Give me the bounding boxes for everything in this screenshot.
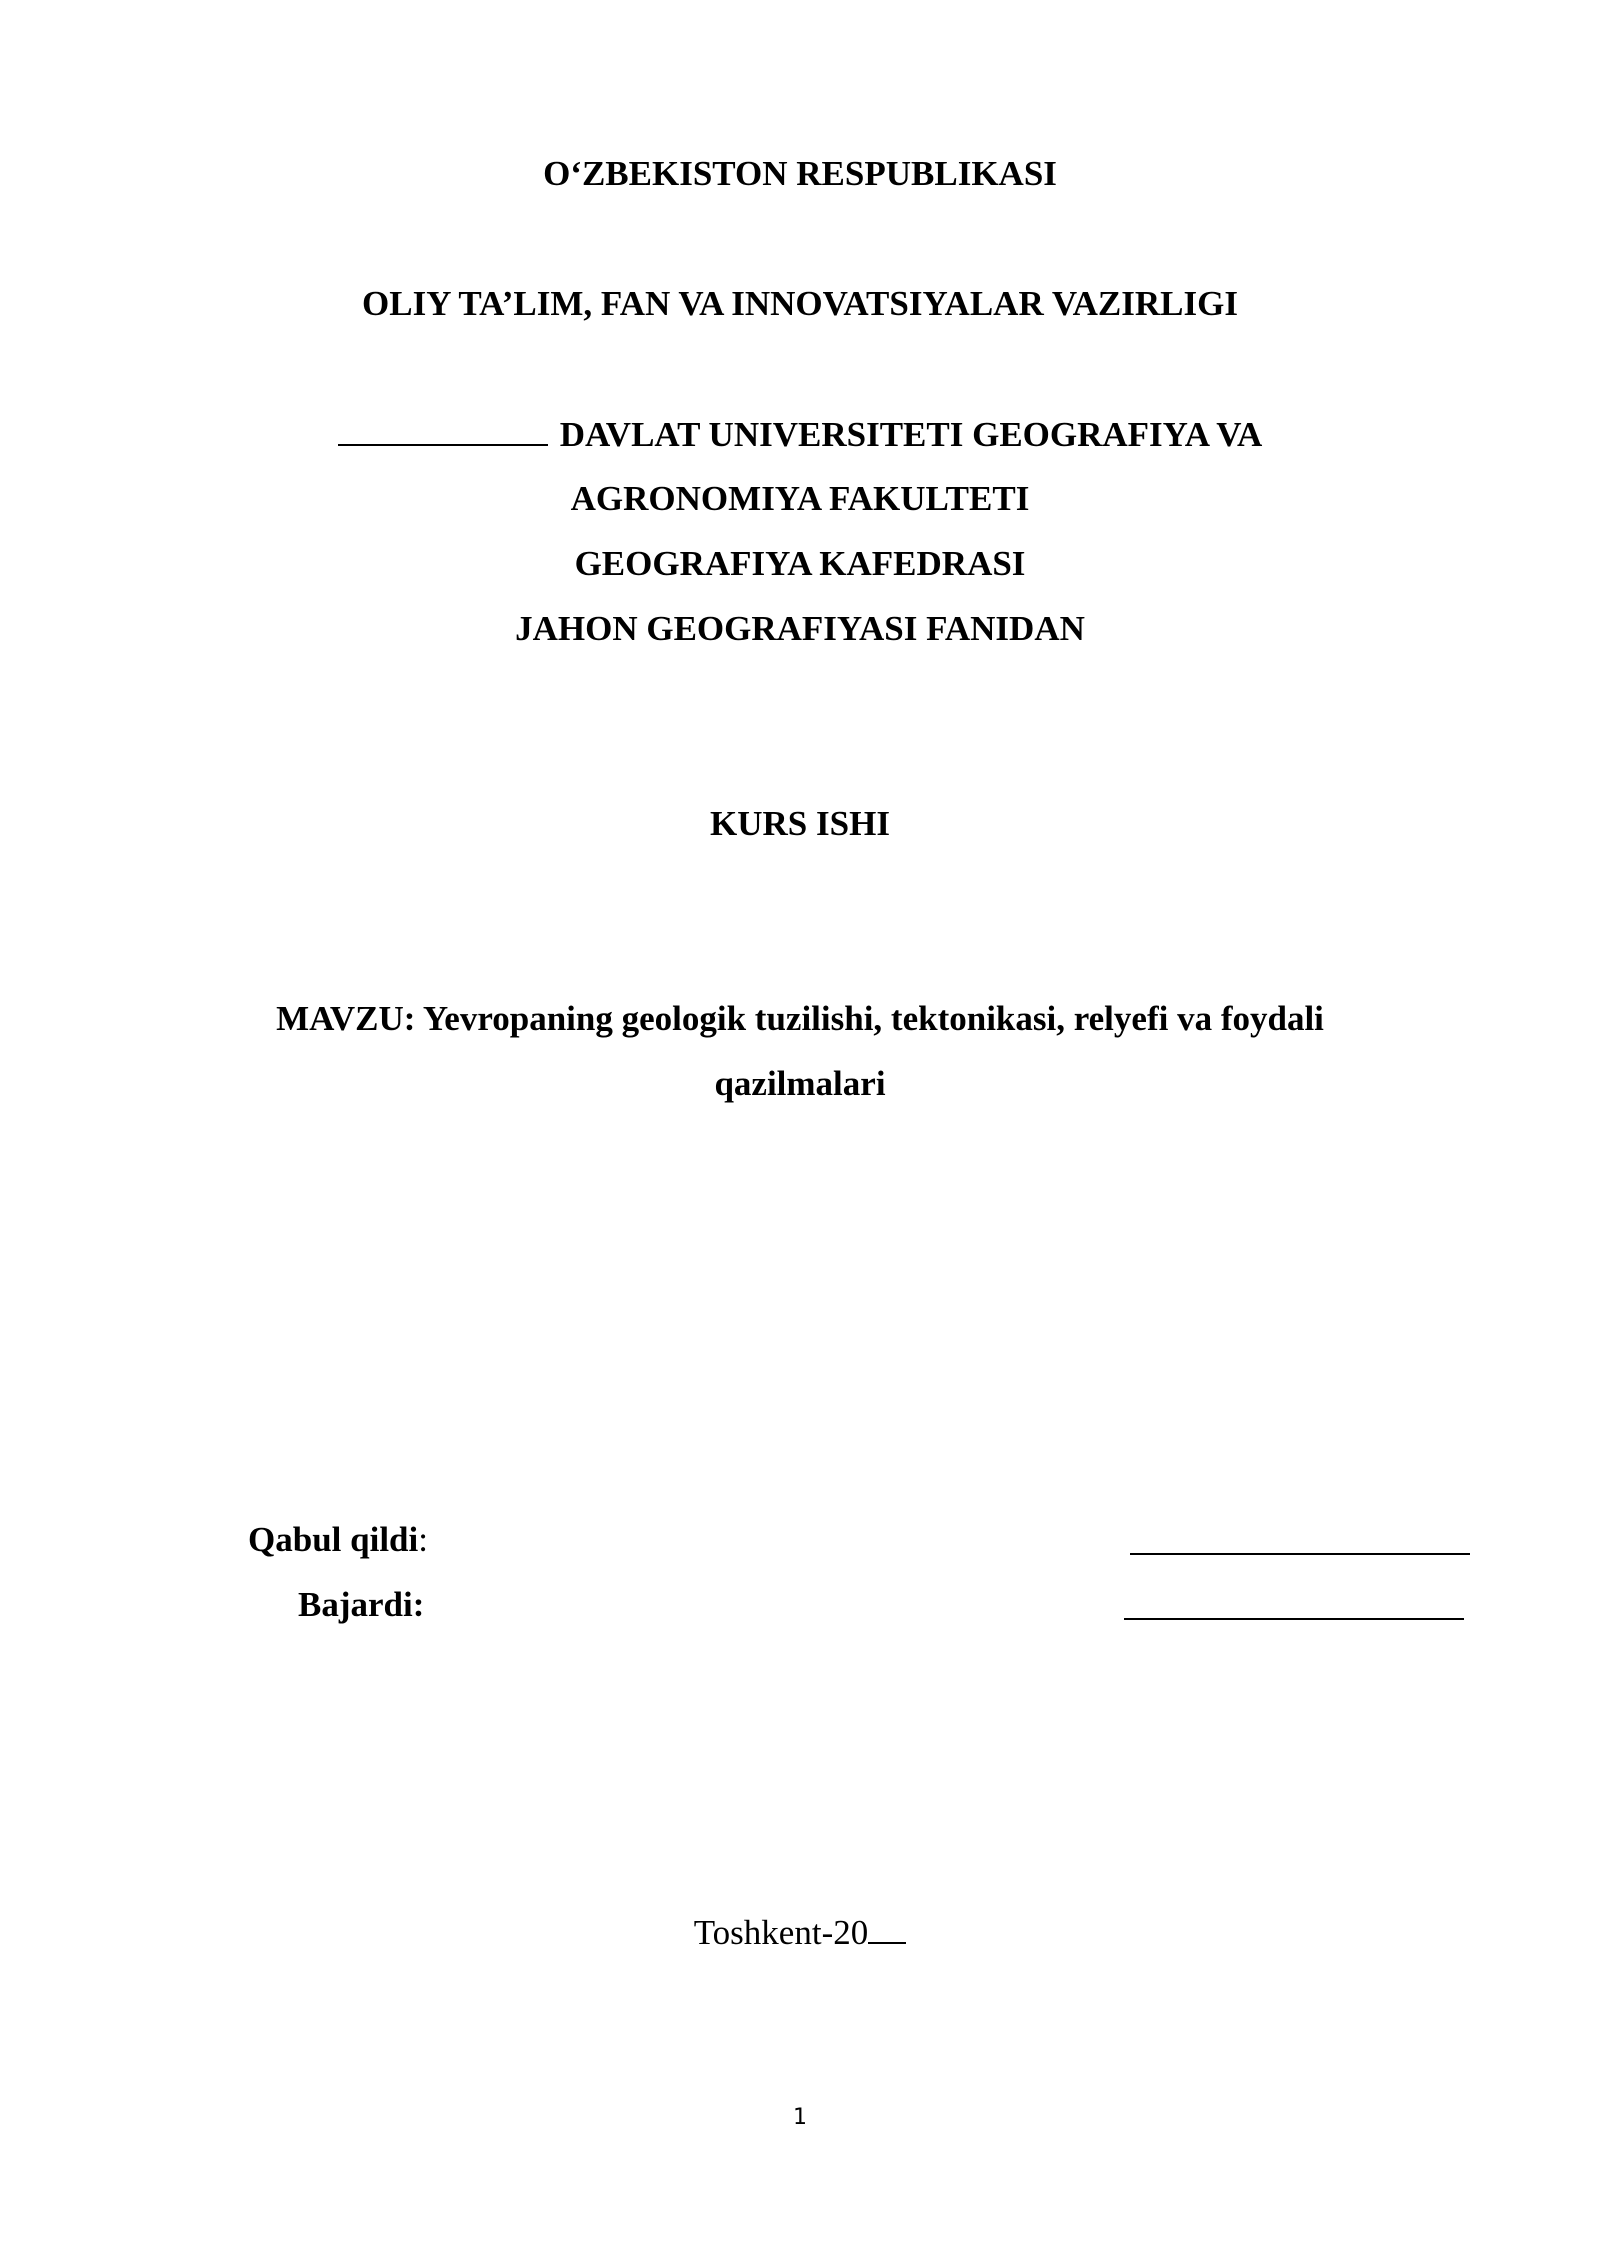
university-line [0, 414, 1600, 455]
city-year [0, 1912, 1600, 1953]
department-title: GEOGRAFIYA KAFEDRASI [574, 544, 1026, 583]
performed-by-label: Bajardi: [298, 1585, 425, 1624]
university-name-blank [338, 414, 548, 446]
accepted-by-text: Qabul qildi [248, 1520, 419, 1559]
accepted-by-signature-line [1130, 1553, 1470, 1555]
accepted-by-label [248, 1520, 428, 1560]
performed-by-signature-line [1124, 1618, 1464, 1620]
subject-title: JAHON GEOGRAFIYASI FANIDAN [515, 609, 1085, 648]
topic-line-1: MAVZU: Yevropaning geologik tuzilishi, tektonikasi, relyefi va foydali [276, 999, 1324, 1038]
topic-line-2: qazilmalari [714, 1064, 886, 1103]
year-blank [868, 1912, 906, 1944]
republic-title: O‘ZBEKISTON RESPUBLIKASI [543, 154, 1057, 193]
university-title: DAVLAT UNIVERSITETI GEOGRAFIYA VA [559, 415, 1263, 454]
accepted-by-colon: : [418, 1520, 428, 1559]
document-type: KURS ISHI [710, 804, 890, 843]
faculty-title: AGRONOMIYA FAKULTETI [570, 479, 1030, 518]
page-number: 1 [793, 2105, 807, 2130]
ministry-title: OLIY TA’LIM, FAN VA INNOVATSIYALAR VAZIRLIGI [362, 284, 1238, 323]
city-year-text: Toshkent-20 [693, 1913, 869, 1952]
